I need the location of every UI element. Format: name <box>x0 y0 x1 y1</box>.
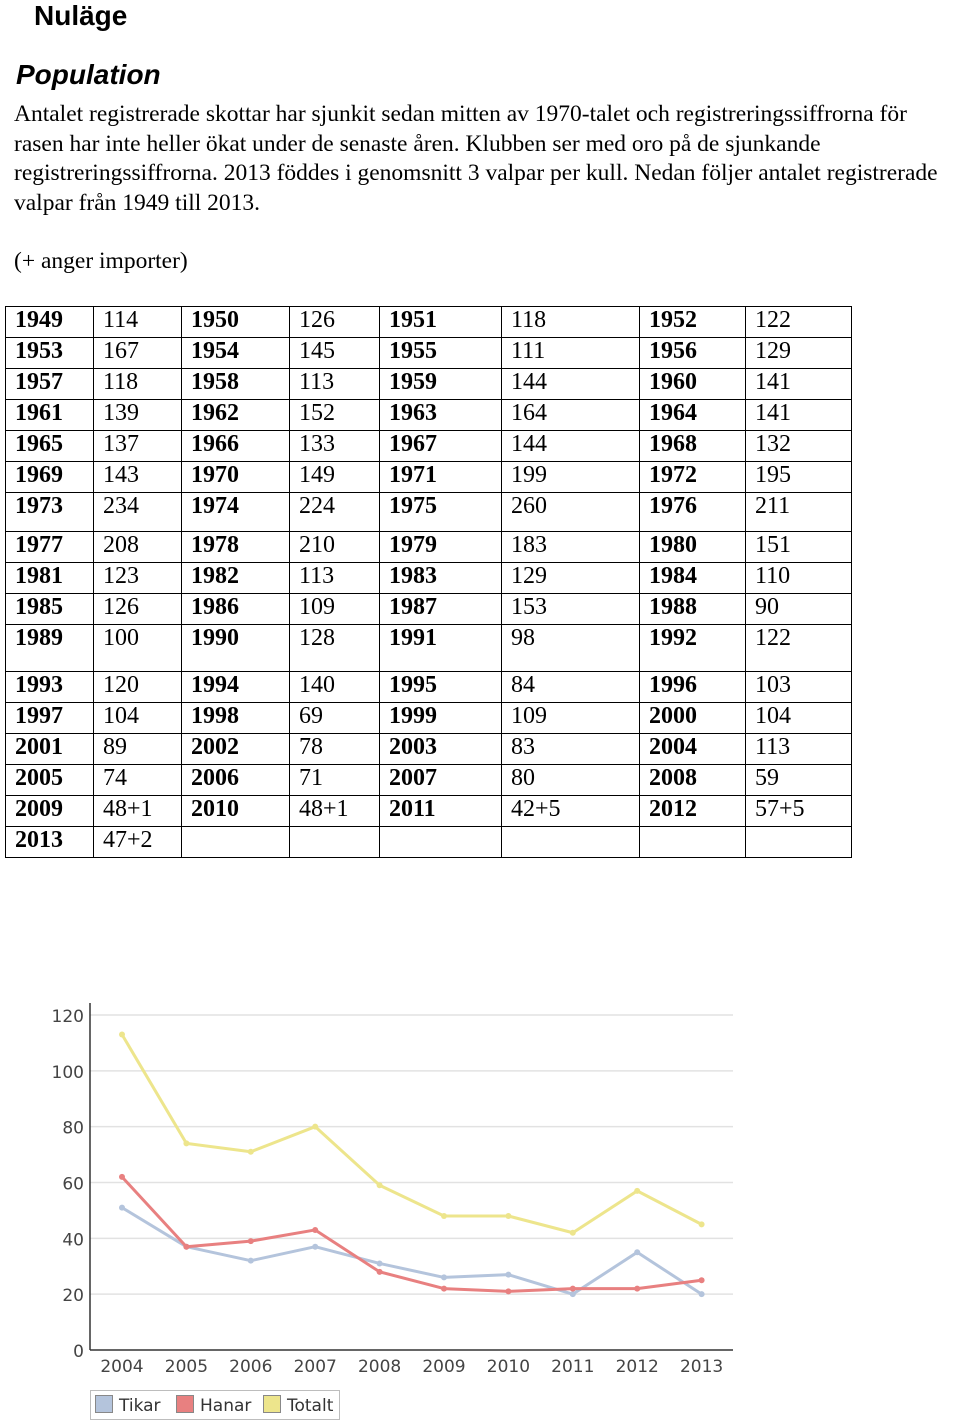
count-cell: 143 <box>94 462 182 493</box>
legend-item-hanar <box>176 1395 251 1415</box>
count-cell: 98 <box>502 625 640 672</box>
year-cell: 1961 <box>6 400 94 431</box>
year-cell: 1979 <box>380 532 502 563</box>
count-cell: 234 <box>94 493 182 532</box>
table-row <box>6 532 852 563</box>
count-cell <box>502 827 640 858</box>
data-point-totalt <box>441 1213 447 1219</box>
count-cell: 133 <box>290 431 380 462</box>
data-point-totalt <box>119 1032 125 1038</box>
year-cell: 1991 <box>380 625 502 672</box>
page-heading: Nuläge <box>34 0 128 31</box>
year-cell: 1980 <box>640 532 746 563</box>
count-cell: 164 <box>502 400 640 431</box>
y-tick-label: 80 <box>62 1118 84 1139</box>
count-cell: 57+5 <box>746 796 852 827</box>
year-cell: 1959 <box>380 369 502 400</box>
year-cell <box>640 827 746 858</box>
data-point-tikar <box>119 1205 125 1211</box>
year-cell: 1966 <box>182 431 290 462</box>
x-tick-label: 2007 <box>293 1357 337 1377</box>
y-tick-label: 40 <box>62 1230 84 1251</box>
year-cell: 2002 <box>182 734 290 765</box>
intro-paragraph: Antalet registrerade skottar har sjunkit sedan mitten av 1970-talet och registreringssiffrorna för rasen har inte heller ökat under de senaste åren. Klubben ser med oro på de sjunkande registreringssiffrorna. 2013 föddes i genomsnitt 3 valpar per kull. Nedan följer antalet registrerade valpar från 1949 till 2013. <box>14 101 938 216</box>
legend-swatch <box>95 1395 113 1413</box>
count-cell: 199 <box>502 462 640 493</box>
count-cell: 48+1 <box>94 796 182 827</box>
year-cell: 2011 <box>380 796 502 827</box>
y-tick-label: 120 <box>51 1007 84 1027</box>
year-cell: 2005 <box>6 765 94 796</box>
count-cell: 71 <box>290 765 380 796</box>
count-cell: 140 <box>290 672 380 703</box>
count-cell: 141 <box>746 369 852 400</box>
data-point-totalt <box>183 1140 189 1146</box>
data-point-hanar <box>248 1238 254 1244</box>
count-cell: 129 <box>746 338 852 369</box>
count-cell <box>290 827 380 858</box>
year-cell: 1956 <box>640 338 746 369</box>
count-cell: 139 <box>94 400 182 431</box>
table-row <box>6 400 852 431</box>
year-cell: 1971 <box>380 462 502 493</box>
chart-legend <box>90 1390 340 1420</box>
count-cell: 103 <box>746 672 852 703</box>
year-cell: 1972 <box>640 462 746 493</box>
legend-swatch <box>176 1395 194 1413</box>
legend-label: Tikar <box>119 1396 161 1416</box>
year-cell: 1985 <box>6 594 94 625</box>
data-point-tikar <box>570 1291 576 1297</box>
x-tick-label: 2008 <box>357 1357 402 1377</box>
year-cell: 1954 <box>182 338 290 369</box>
year-cell: 2008 <box>640 765 746 796</box>
count-cell: 137 <box>94 431 182 462</box>
data-point-hanar <box>183 1244 189 1250</box>
count-cell: 167 <box>94 338 182 369</box>
series-line-hanar <box>122 1177 702 1291</box>
year-cell: 1997 <box>6 703 94 734</box>
count-cell: 109 <box>290 594 380 625</box>
year-cell: 1958 <box>182 369 290 400</box>
import-note: (+ anger importer) <box>14 248 188 274</box>
year-cell: 1952 <box>640 307 746 338</box>
count-cell: 90 <box>746 594 852 625</box>
count-cell: 122 <box>746 625 852 672</box>
count-cell: 183 <box>502 532 640 563</box>
year-cell: 1965 <box>6 431 94 462</box>
year-cell: 1955 <box>380 338 502 369</box>
count-cell: 104 <box>746 703 852 734</box>
year-cell: 2003 <box>380 734 502 765</box>
year-cell: 1976 <box>640 493 746 532</box>
x-tick-label: 2005 <box>164 1357 209 1377</box>
count-cell: 84 <box>502 672 640 703</box>
year-cell: 1995 <box>380 672 502 703</box>
section-heading: Population <box>16 59 161 90</box>
data-point-tikar <box>312 1244 318 1250</box>
count-cell: 100 <box>94 625 182 672</box>
x-tick-label: 2012 <box>615 1357 659 1377</box>
year-cell: 1992 <box>640 625 746 672</box>
count-cell: 83 <box>502 734 640 765</box>
series-line-totalt <box>122 1035 702 1233</box>
data-point-totalt <box>312 1124 318 1130</box>
year-cell: 2012 <box>640 796 746 827</box>
table-row <box>6 369 852 400</box>
count-cell: 126 <box>290 307 380 338</box>
legend-item-totalt <box>263 1395 333 1415</box>
count-cell: 48+1 <box>290 796 380 827</box>
count-cell: 141 <box>746 400 852 431</box>
count-cell <box>746 827 852 858</box>
year-cell: 1951 <box>380 307 502 338</box>
count-cell: 109 <box>502 703 640 734</box>
year-cell: 1964 <box>640 400 746 431</box>
year-cell: 1978 <box>182 532 290 563</box>
data-point-hanar <box>377 1269 383 1275</box>
year-cell: 1957 <box>6 369 94 400</box>
legend-label: Totalt <box>287 1396 334 1416</box>
count-cell: 126 <box>94 594 182 625</box>
year-cell: 1990 <box>182 625 290 672</box>
count-cell: 69 <box>290 703 380 734</box>
count-cell: 128 <box>290 625 380 672</box>
year-cell: 1960 <box>640 369 746 400</box>
data-point-tikar <box>505 1272 511 1278</box>
table-row <box>6 672 852 703</box>
count-cell: 152 <box>290 400 380 431</box>
count-cell: 208 <box>94 532 182 563</box>
year-cell: 2001 <box>6 734 94 765</box>
year-cell: 1993 <box>6 672 94 703</box>
puppy-line-chart <box>40 995 740 1380</box>
year-cell: 1975 <box>380 493 502 532</box>
data-point-hanar <box>570 1286 576 1292</box>
year-cell: 1994 <box>182 672 290 703</box>
data-point-tikar <box>248 1258 254 1264</box>
year-cell: 1974 <box>182 493 290 532</box>
year-cell: 2000 <box>640 703 746 734</box>
year-cell: 1970 <box>182 462 290 493</box>
legend-label: Hanar <box>200 1396 252 1416</box>
year-cell: 1987 <box>380 594 502 625</box>
table-row <box>6 563 852 594</box>
table-row <box>6 765 852 796</box>
count-cell: 129 <box>502 563 640 594</box>
year-cell: 2007 <box>380 765 502 796</box>
year-cell: 1982 <box>182 563 290 594</box>
year-cell: 1949 <box>6 307 94 338</box>
x-tick-label: 2009 <box>422 1357 466 1377</box>
x-tick-label: 2010 <box>486 1357 531 1377</box>
year-cell: 1950 <box>182 307 290 338</box>
data-point-hanar <box>634 1286 640 1292</box>
x-tick-label: 2006 <box>229 1357 273 1377</box>
year-cell: 2010 <box>182 796 290 827</box>
data-point-hanar <box>505 1288 511 1294</box>
count-cell: 104 <box>94 703 182 734</box>
count-cell: 132 <box>746 431 852 462</box>
y-tick-label: 100 <box>51 1062 84 1083</box>
count-cell: 113 <box>746 734 852 765</box>
y-tick-label: 20 <box>62 1286 84 1307</box>
year-cell: 1981 <box>6 563 94 594</box>
year-cell: 1986 <box>182 594 290 625</box>
count-cell: 144 <box>502 431 640 462</box>
count-cell: 151 <box>746 532 852 563</box>
year-cell: 1968 <box>640 431 746 462</box>
table-row <box>6 703 852 734</box>
count-cell: 111 <box>502 338 640 369</box>
table-row <box>6 734 852 765</box>
count-cell: 80 <box>502 765 640 796</box>
count-cell: 74 <box>94 765 182 796</box>
count-cell: 260 <box>502 493 640 532</box>
year-cell: 2013 <box>6 827 94 858</box>
year-cell: 1962 <box>182 400 290 431</box>
year-cell: 1988 <box>640 594 746 625</box>
year-cell: 1999 <box>380 703 502 734</box>
legend-item-tikar <box>95 1395 161 1415</box>
data-point-hanar <box>119 1174 125 1180</box>
data-point-hanar <box>699 1277 705 1283</box>
data-point-tikar <box>441 1274 447 1280</box>
data-point-totalt <box>377 1182 383 1188</box>
data-point-tikar <box>634 1249 640 1255</box>
count-cell: 110 <box>746 563 852 594</box>
year-cell: 1963 <box>380 400 502 431</box>
count-cell: 78 <box>290 734 380 765</box>
data-point-totalt <box>505 1213 511 1219</box>
data-point-totalt <box>570 1230 576 1236</box>
year-cell: 1989 <box>6 625 94 672</box>
count-cell: 118 <box>94 369 182 400</box>
data-point-totalt <box>634 1188 640 1194</box>
x-tick-label: 2004 <box>100 1357 144 1377</box>
table-row <box>6 827 852 858</box>
count-cell: 59 <box>746 765 852 796</box>
data-point-totalt <box>699 1221 705 1227</box>
count-cell: 42+5 <box>502 796 640 827</box>
table-row <box>6 594 852 625</box>
table-row <box>6 493 852 532</box>
data-point-tikar <box>699 1291 705 1297</box>
year-cell: 2004 <box>640 734 746 765</box>
count-cell: 123 <box>94 563 182 594</box>
year-cell: 1967 <box>380 431 502 462</box>
count-cell: 224 <box>290 493 380 532</box>
year-cell: 2006 <box>182 765 290 796</box>
count-cell: 145 <box>290 338 380 369</box>
legend-swatch <box>263 1395 281 1413</box>
count-cell: 118 <box>502 307 640 338</box>
y-tick-label: 60 <box>62 1174 84 1195</box>
count-cell: 149 <box>290 462 380 493</box>
table-row <box>6 307 852 338</box>
count-cell: 122 <box>746 307 852 338</box>
year-cell: 1969 <box>6 462 94 493</box>
year-cell: 1984 <box>640 563 746 594</box>
data-point-hanar <box>312 1227 318 1233</box>
year-cell: 1973 <box>6 493 94 532</box>
table-row <box>6 625 852 672</box>
count-cell: 211 <box>746 493 852 532</box>
year-cell: 1996 <box>640 672 746 703</box>
data-point-totalt <box>248 1149 254 1155</box>
year-cell <box>380 827 502 858</box>
count-cell: 113 <box>290 563 380 594</box>
data-point-hanar <box>441 1286 447 1292</box>
count-cell: 89 <box>94 734 182 765</box>
x-tick-label: 2011 <box>551 1357 595 1377</box>
count-cell: 120 <box>94 672 182 703</box>
registration-table <box>5 306 852 858</box>
count-cell: 47+2 <box>94 827 182 858</box>
y-tick-label: 0 <box>73 1342 84 1362</box>
year-cell: 1953 <box>6 338 94 369</box>
table-row <box>6 431 852 462</box>
table-row <box>6 796 852 827</box>
table-row <box>6 338 852 369</box>
year-cell: 1998 <box>182 703 290 734</box>
year-cell <box>182 827 290 858</box>
year-cell: 1983 <box>380 563 502 594</box>
count-cell: 144 <box>502 369 640 400</box>
count-cell: 210 <box>290 532 380 563</box>
data-point-tikar <box>377 1260 383 1266</box>
x-tick-label: 2013 <box>679 1357 724 1377</box>
count-cell: 153 <box>502 594 640 625</box>
count-cell: 113 <box>290 369 380 400</box>
year-cell: 1977 <box>6 532 94 563</box>
count-cell: 195 <box>746 462 852 493</box>
year-cell: 2009 <box>6 796 94 827</box>
count-cell: 114 <box>94 307 182 338</box>
table-row <box>6 462 852 493</box>
